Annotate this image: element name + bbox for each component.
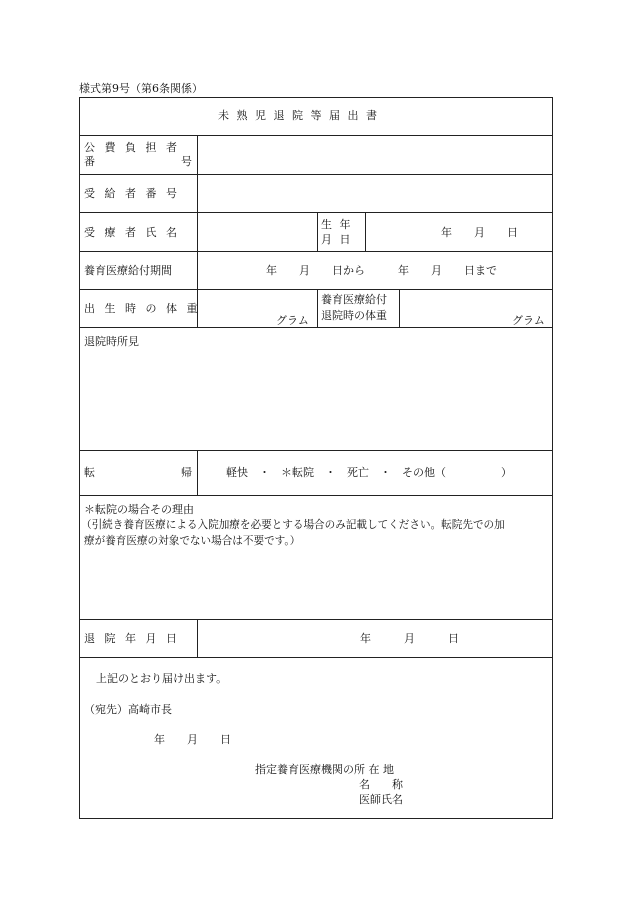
outcome-options[interactable]: 軽快 ・ ＊転院 ・ 死亡 ・ その他（ ）	[226, 466, 512, 479]
gram-unit-2: グラム	[512, 314, 545, 327]
institution-address-label: 指定養育医療機関の所 在 地	[255, 763, 394, 776]
transfer-reason-note-1: （引続き養育医療による入院加療を必要とする場合のみ記載してください。転院先での加	[81, 519, 505, 531]
discharge-date-value[interactable]: 年 月 日	[360, 632, 459, 645]
label-public-payer-number: 番 号	[84, 155, 192, 168]
submission-date[interactable]: 年 月 日	[154, 733, 231, 746]
label-discharge-date: 退 院 年 月 日	[84, 632, 180, 645]
transfer-reason-note-2: 療が養育医療の対象でない場合は不要です。）	[84, 535, 301, 547]
doctor-name-label: 医師氏名	[359, 793, 403, 806]
transfer-reason-field[interactable]	[80, 550, 552, 618]
public-payer-number-field[interactable]	[198, 136, 552, 174]
label-birth-line1: 生 年	[321, 218, 353, 231]
findings-field[interactable]	[80, 350, 552, 449]
form-title: 未 熟 児 退 院 等 届 出 書	[218, 109, 379, 122]
gram-unit-1: グラム	[276, 314, 309, 327]
label-outcome-2: 帰	[181, 466, 192, 479]
institution-name-label: 名 称	[359, 778, 403, 791]
patient-name-field[interactable]	[198, 213, 317, 251]
birth-date-value[interactable]: 年 月 日	[441, 226, 518, 239]
label-public-payer: 公 費 負 担 者	[84, 141, 180, 154]
label-birth-weight: 出 生 時 の 体 重	[84, 302, 201, 315]
label-outcome-1: 転	[84, 466, 95, 479]
label-birth-line2: 月 日	[321, 233, 353, 246]
form-number: 様式第9号（第6条関係）	[79, 82, 203, 95]
benefit-period-value[interactable]: 年 月 日から 年 月 日まで	[266, 264, 497, 277]
statement: 上記のとおり届け出ます。	[96, 672, 228, 685]
label-patient-name: 受 療 者 氏 名	[84, 226, 180, 239]
label-benefit-period: 養育医療給付期間	[84, 264, 172, 277]
transfer-reason-title: ＊転院の場合その理由	[84, 503, 194, 516]
recipient-number-field[interactable]	[198, 175, 552, 212]
label-discharge-weight-line2: 退院時の体重	[321, 309, 387, 322]
label-findings: 退院時所見	[84, 335, 139, 348]
label-discharge-weight-line1: 養育医療給付	[321, 293, 387, 306]
label-recipient-number: 受 給 者 番 号	[84, 187, 180, 200]
addressee: （宛先）高崎市長	[84, 703, 172, 716]
